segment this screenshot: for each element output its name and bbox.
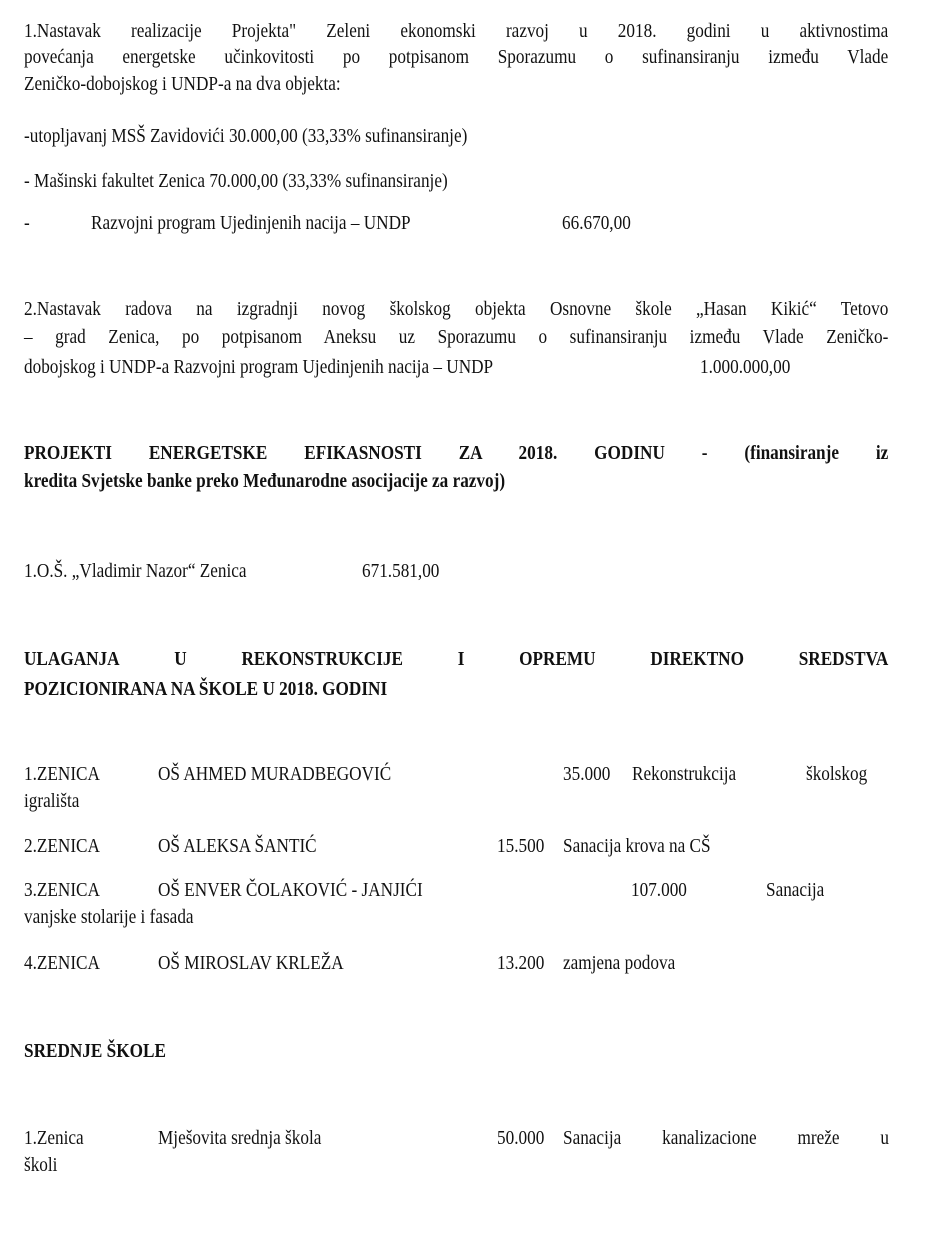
row-description <box>563 1126 889 1150</box>
text-line: – grad Zenica, po potpisanom Aneksu uz Sporazumu o sufinansiranju između Vlade Zeničko- <box>24 326 889 348</box>
paragraph-2-last-text: dobojskog i UNDP-a Razvojni program Ujedinjenih nacija – UNDP <box>24 356 494 378</box>
heading-investments-line2: POZICIONIRANA NA ŠKOLE U 2018. GODINI <box>24 678 388 700</box>
row-description: zamjena podova <box>563 952 676 974</box>
row-description-b: školskog <box>806 763 868 785</box>
row-number: 4.ZENICA <box>24 952 100 974</box>
row-amount: 15.500 <box>497 835 545 857</box>
heading-line: PROJEKTI ENERGETSKE EFIKASNOSTI ZA 2018. GODINU - (finansiranje iz <box>24 442 889 464</box>
text-line: povećanja energetske učinkovitosti po potpisanom Sporazumu o sufinansiranju između Vlade <box>24 46 889 68</box>
word: Sanacija <box>563 1127 622 1149</box>
heading-energy-efficiency <box>24 441 888 465</box>
word: kanalizacione <box>662 1127 757 1149</box>
bullet-zavidovici: -utopljavanj MSŠ Zavidovići 30.000,00 (33,33% sufinansiranje) <box>24 125 468 147</box>
row-description-cont: igrališta <box>24 790 80 812</box>
paragraph-1-line <box>24 45 888 69</box>
heading-energy-efficiency-line2: kredita Svjetske banke preko Međunarodne asocijacije za razvoj) <box>24 470 506 492</box>
paragraph-2-amount: 1.000.000,00 <box>700 356 791 378</box>
text-line: 2.Nastavak radova na izgradnji novog školskog objekta Osnovne škole „Hasan Kikić“ Tetovo <box>24 298 889 320</box>
row-school: OŠ ALEKSA ŠANTIĆ <box>158 835 317 857</box>
bullet-undp-amount: 66.670,00 <box>562 212 631 234</box>
row-amount: 13.200 <box>497 952 545 974</box>
text-line: 1.Nastavak realizacije Projekta" Zeleni ekonomski razvoj u 2018. godini u aktivnostima <box>24 20 889 42</box>
row-number: 3.ZENICA <box>24 879 100 901</box>
item-vladimir-nazor: 1.O.Š. „Vladimir Nazor“ Zenica <box>24 560 247 582</box>
word: I <box>457 648 465 670</box>
row-amount: 107.000 <box>631 879 687 901</box>
row-description-cont: školi <box>24 1154 58 1176</box>
bullet-masinski: - Mašinski fakultet Zenica 70.000,00 (33,33% sufinansiranje) <box>24 170 448 192</box>
word: OPREMU <box>519 648 596 670</box>
heading-investments-line1 <box>24 647 888 671</box>
paragraph-2-line <box>24 297 888 321</box>
row-amount: 50.000 <box>497 1127 545 1149</box>
row-description: Rekonstrukcija <box>632 763 737 785</box>
row-school: OŠ AHMED MURADBEGOVIĆ <box>158 763 392 785</box>
word: U <box>174 648 187 670</box>
row-number: 1.Zenica <box>24 1127 84 1149</box>
row-description-words <box>563 1126 889 1150</box>
paragraph-1-line <box>24 19 888 43</box>
row-school: OŠ MIROSLAV KRLEŽA <box>158 952 344 974</box>
paragraph-1-line: Zeničko-dobojskog i UNDP-a na dva objekta: <box>24 73 341 95</box>
word: ULAGANJA <box>24 648 120 670</box>
heading-investments <box>24 647 888 671</box>
item-vladimir-nazor-amount: 671.581,00 <box>362 560 440 582</box>
row-description: Sanacija <box>766 879 825 901</box>
row-description: Sanacija krova na CŠ <box>563 835 711 857</box>
word: REKONSTRUKCIJE <box>241 648 403 670</box>
row-school: OŠ ENVER ČOLAKOVIĆ - JANJIĆI <box>158 879 423 901</box>
word: mreže <box>797 1127 840 1149</box>
row-description-cont: vanjske stolarije i fasada <box>24 906 194 928</box>
row-amount: 35.000 <box>563 763 611 785</box>
row-number: 1.ZENICA <box>24 763 100 785</box>
word: u <box>880 1127 889 1149</box>
word: DIREKTNO <box>650 648 744 670</box>
word: SREDSTVA <box>798 648 889 670</box>
row-number: 2.ZENICA <box>24 835 100 857</box>
bullet-dash: - <box>24 212 30 234</box>
heading-secondary-schools: SREDNJE ŠKOLE <box>24 1040 166 1062</box>
paragraph-2-line <box>24 325 888 349</box>
bullet-undp-text: Razvojni program Ujedinjenih nacija – UNDP <box>91 212 411 234</box>
row-school: Mješovita srednja škola <box>158 1127 322 1149</box>
